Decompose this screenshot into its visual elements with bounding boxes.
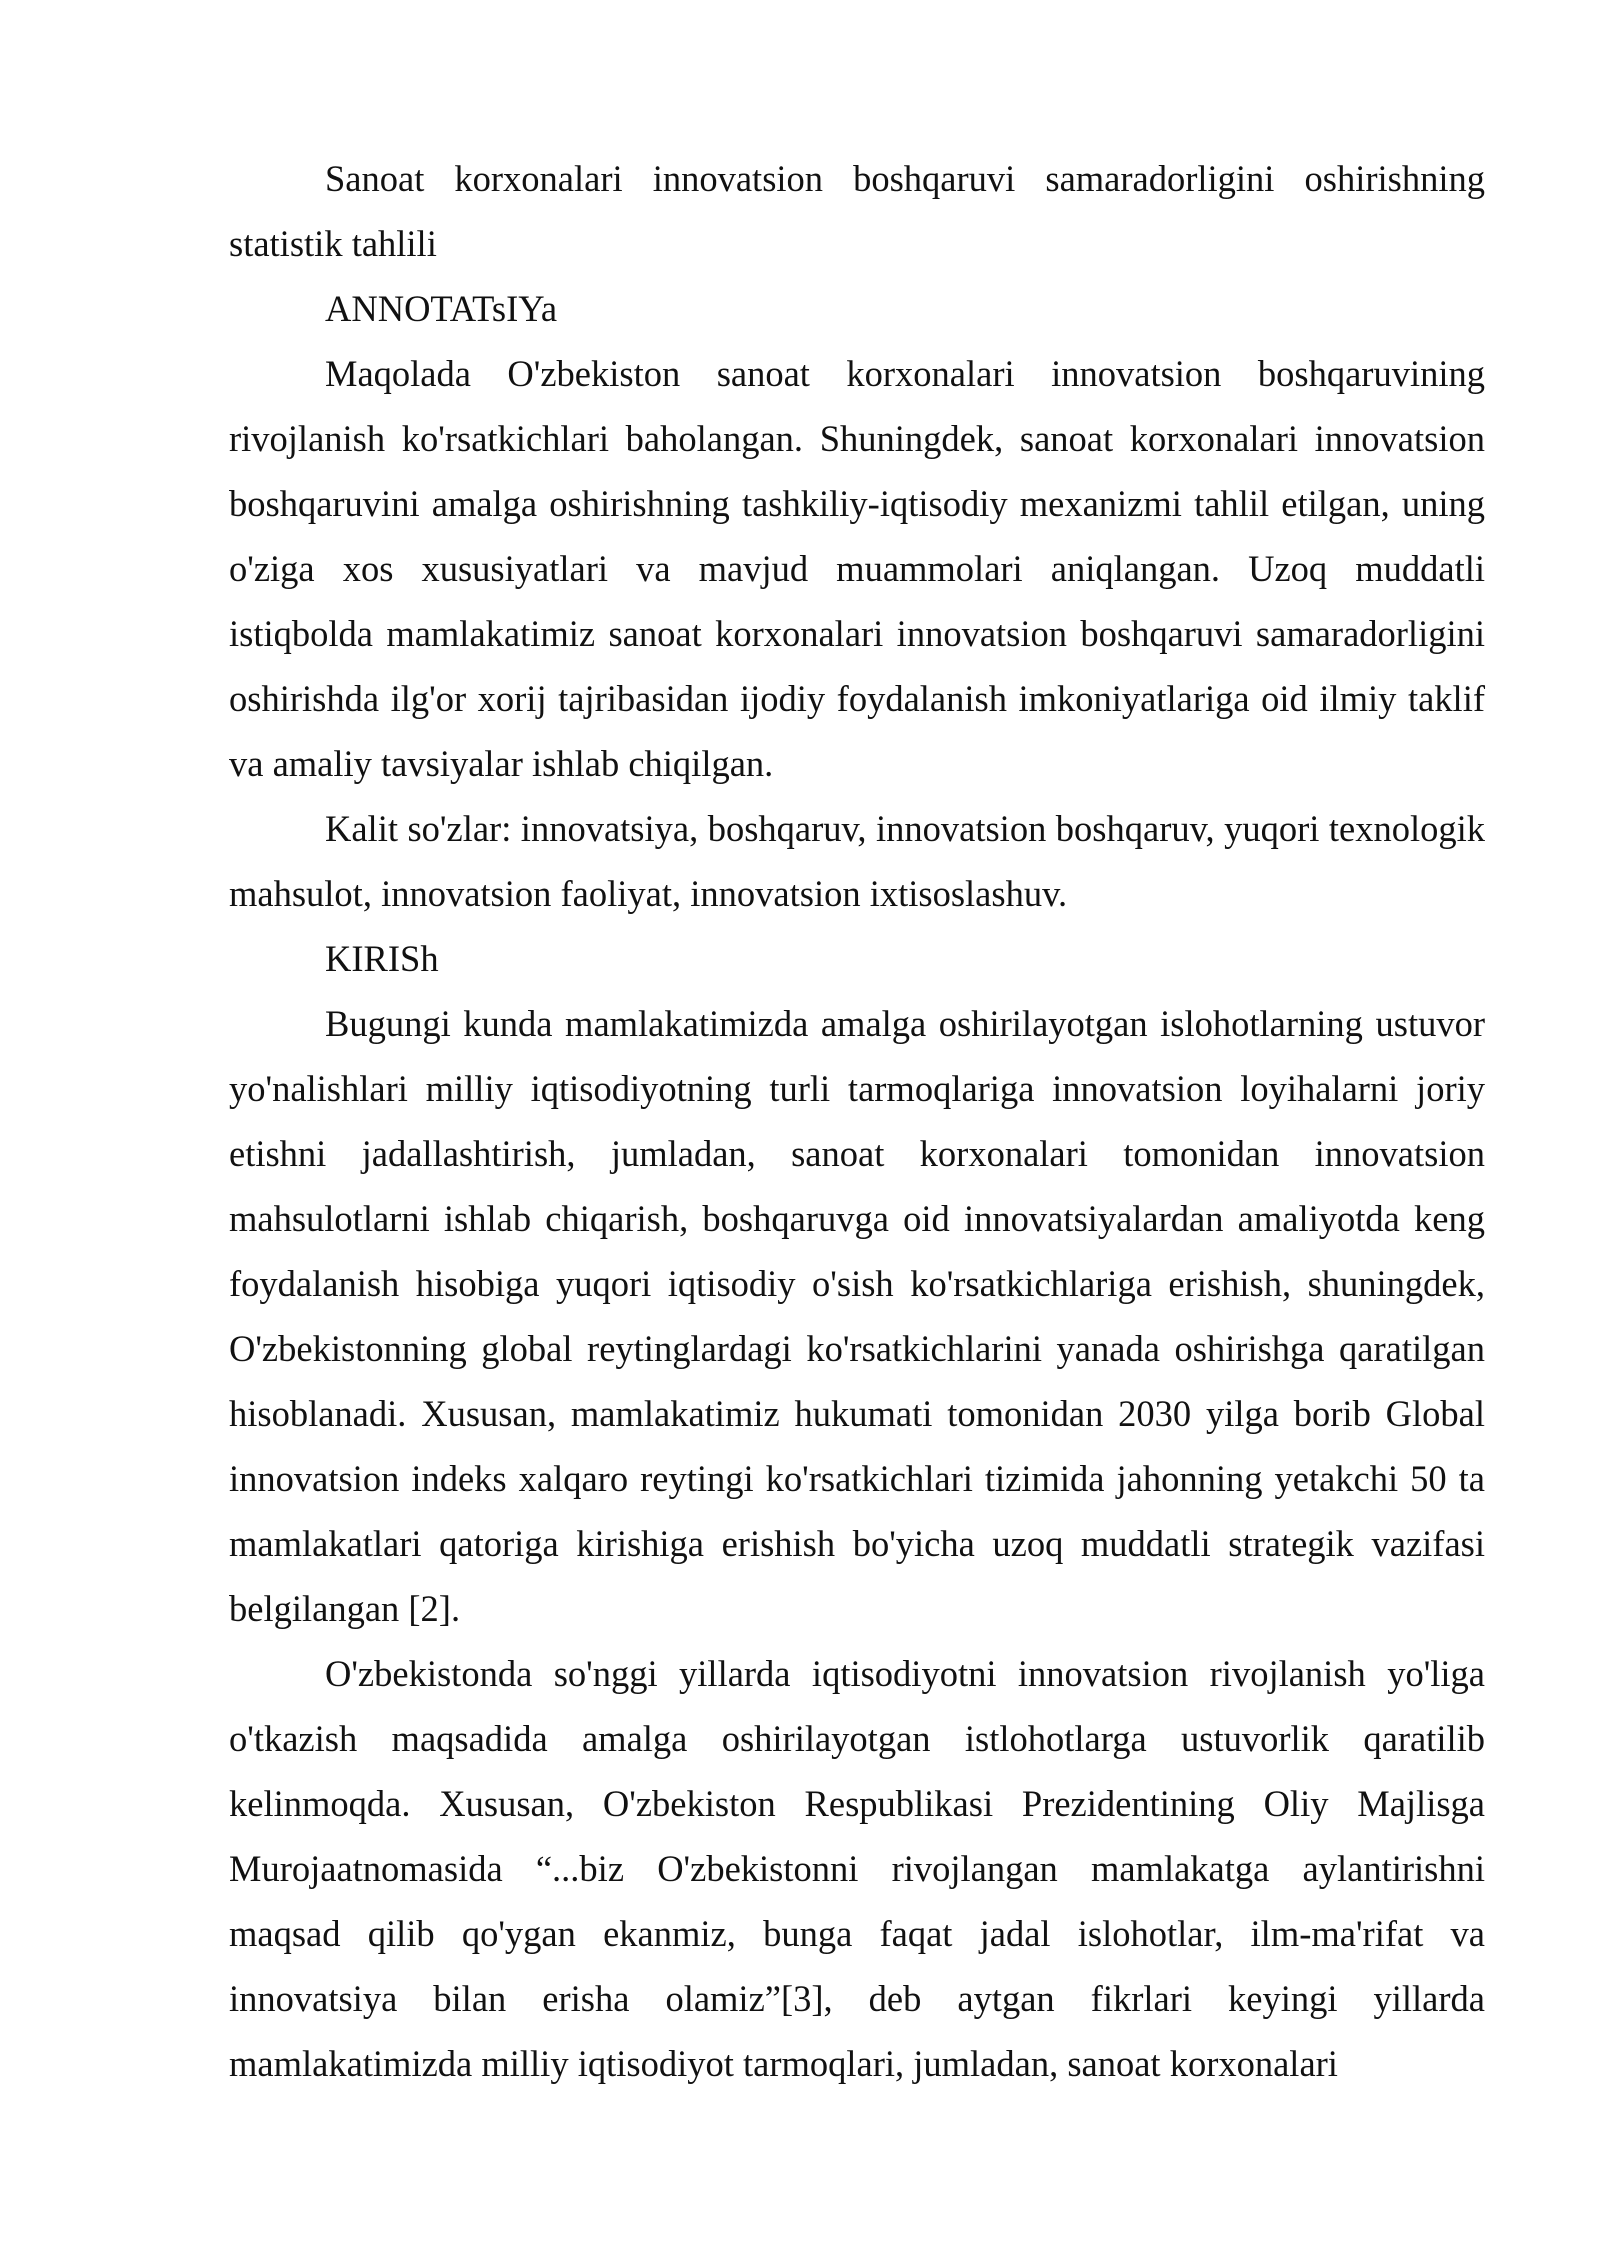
introduction-heading: KIRISh bbox=[325, 938, 439, 979]
annotation-heading: ANNOTATsIYa bbox=[325, 288, 558, 329]
document-title: Sanoat korxonalari innovatsion boshqaruvi samaradorligini oshirishning statistik tahlili bbox=[229, 158, 1485, 264]
introduction-paragraph-1: Bugungi kunda mamlakatimizda amalga oshirilayotgan islohotlarning ustuvor yo'nalishlari milliy iqtisodiyotning turli tarmoqlariga innovatsion loyihalarni joriy etishni jadallashtirish, jumladan, sanoat korxonalari tomonidan innovatsion mahsulotlarni ishlab chiqarish, boshqaruvga oid innovatsiyalardan amaliyotda keng foydalanish hisobiga yuqori iqtisodiy o'sish ko'rsatkichlariga erishish, shuningdek, O'zbekistonning global reytinglardagi ko'rsatkichlarini yanada oshirishga qaratilgan hisoblanadi. Xususan, mamlakatimiz hukumati tomonidan 2030 yilga borib Global innovatsion indeks xalqaro reytingi ko'rsatkichlari tizimida jahonning yetakchi 50 ta mamlakatlari qatoriga kirishiga erishish bo'yicha uzoq muddatli strategik vazifasi belgilangan [2]. bbox=[229, 1003, 1485, 1629]
document-page bbox=[229, 146, 1485, 2096]
annotation-paragraph: Maqolada O'zbekiston sanoat korxonalari innovatsion boshqaruvining rivojlanish ko'rsatkichlari baholangan. Shuningdek, sanoat korxonalari innovatsion boshqaruvini amalga oshirishning tashkiliy-iqtisodiy mexanizmi tahlil etilgan, uning o'ziga xos xususiyatlari va mavjud muammolari aniqlangan. Uzoq muddatli istiqbolda mamlakatimiz sanoat korxonalari innovatsion boshqaruvi samaradorligini oshirishda ilg'or xorij tajribasidan ijodiy foydalanish imkoniyatlariga oid ilmiy taklif va amaliy tavsiyalar ishlab chiqilgan. bbox=[229, 353, 1485, 784]
keywords-paragraph: Kalit so'zlar: innovatsiya, boshqaruv, innovatsion boshqaruv, yuqori texnologik mahsulot, innovatsion faoliyat, innovatsion ixtisoslashuv. bbox=[229, 808, 1485, 914]
introduction-paragraph-2: O'zbekistonda so'nggi yillarda iqtisodiyotni innovatsion rivojlanish yo'liga o'tkazish maqsadida amalga oshirilayotgan istlohotlarga ustuvorlik qaratilib kelinmoqda. Xususan, O'zbekiston Respublikasi Prezidentining Oliy Majlisga Murojaatnomasida “...biz O'zbekistonni rivojlangan mamlakatga aylantirishni maqsad qilib qo'ygan ekanmiz, bunga faqat jadal islohotlar, ilm-ma'rifat va innovatsiya bilan erisha olamiz”[3], deb aytgan fikrlari keyingi yillarda mamlakatimizda milliy iqtisodiyot tarmoqlari, jumladan, sanoat korxonalari bbox=[229, 1653, 1485, 2084]
